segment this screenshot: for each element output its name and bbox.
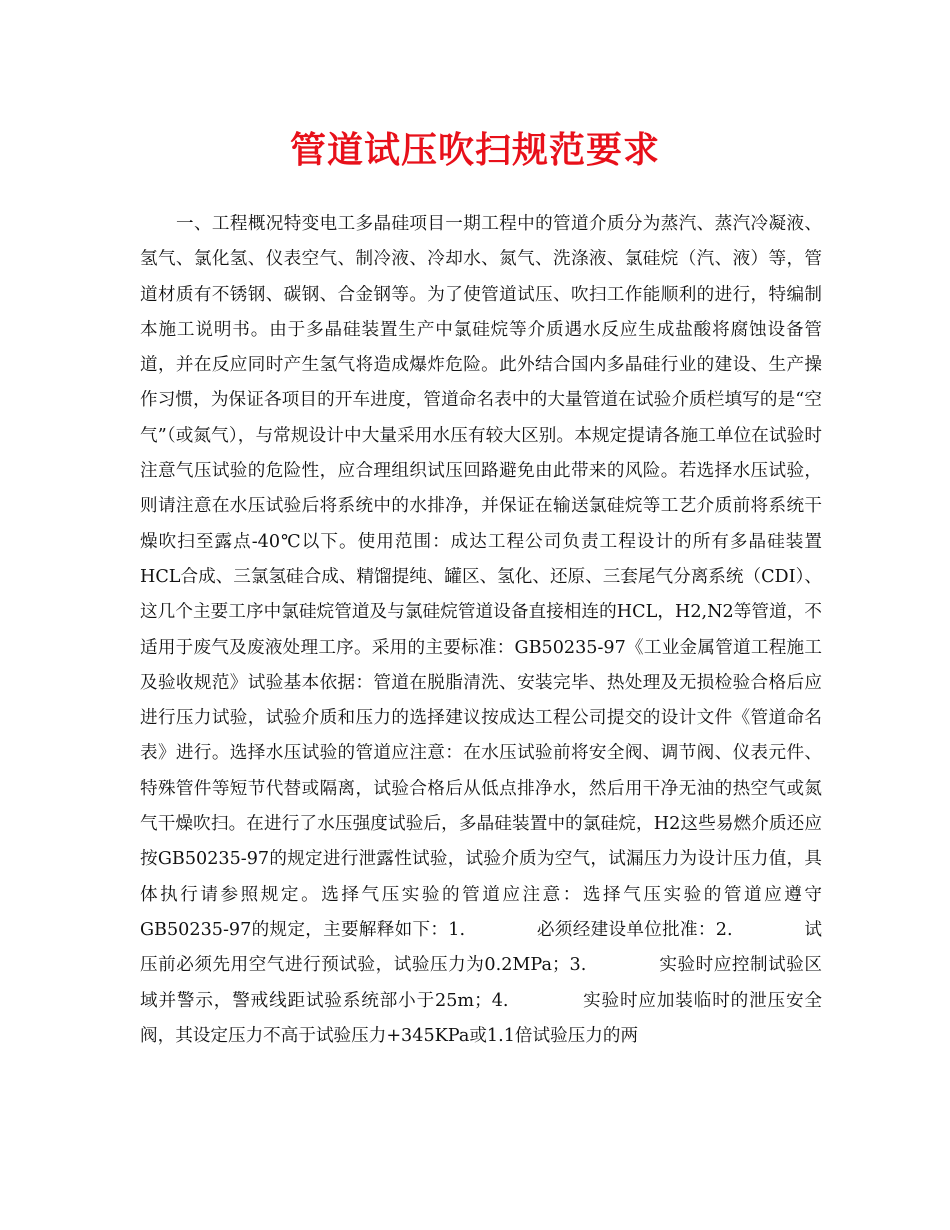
document-title: 管道试压吹扫规范要求 [289,129,660,171]
document-body-paragraph: 一、工程概况特变电工多晶硅项目一期工程中的管道介质分为蒸汽、蒸汽冷凝液、氢气、氯化氢、仪表空气、制冷液、冷却水、氮气、洗涤液、氯硅烷（汽、液）等，管道材质有不锈钢、碳钢、合金钢等。为了使管道试压、吹扫工作能顺利的进行，特编制本施工说明书。由于多晶硅装置生产中氯硅烷等介质遇水反应生成盐酸将腐蚀设备管道，并在反应同时产生氢气将造成爆炸危险。此外结合国内多晶硅行业的建设、生产操作习惯，为保证各项目的开车进度，管道命名表中的大量管道在试验介质栏填写的是“空气”（或氮气），与常规设计中大量采用水压有较大区别。本规定提请各施工单位在试验时注意气压试验的危险性，应合理组织试压回路避免由此带来的风险。若选择水压试验，则请注意在水压试验后将系统中的水排净，并保证在输送氯硅烷等工艺介质前将系统干燥吹扫至露点-40℃以下。使用范围：成达工程公司负责工程设计的所有多晶硅装置HCL合成、三氯氢硅合成、精馏提纯、罐区、氢化、还原、三套尾气分离系统（CDI）、这几个主要工序中氯硅烷管道及与氯硅烷管道设备直接相连的HCL，H2,N2等管道，不适用于废气及废液处理工序。采用的主要标准：GB50235-97《工业金属管道工程施工及验收规范》试验基本依据：管道在脱脂清洗、安装完毕、热处理及无损检验合格后应进行压力试验，试验介质和压力的选择建议按成达工程公司提交的设计文件《管道命名表》进行。选择水压试验的管道应注意：在水压试验前将安全阀、调节阀、仪表元件、特殊管件等短节代替或隔离，试验合格后从低点排净水，然后用干净无油的热空气或氮气干燥吹扫。在进行了水压强度试验后，多晶硅装置中的氯硅烷，H2这些易燃介质还应按GB50235-97的规定进行泄露性试验，试验介质为空气，试漏压力为设计压力值，具体执行请参照规定。选择气压实验的管道应注意：选择气压实验的管道应遵守GB50235-97的规定，主要解释如下：1. 必须经建设单位批准：2. 试压前必须先用空气进行预试验，试验压力为0.2MPa；3. 实验时应控制试验区域并警示，警戒线距试验系统部小于25m；4. 实验时应加装临时的泄压安全阀，其设定压力不高于试验压力+345KPa或1.1倍试验压力的两 [140,214,822,1046]
